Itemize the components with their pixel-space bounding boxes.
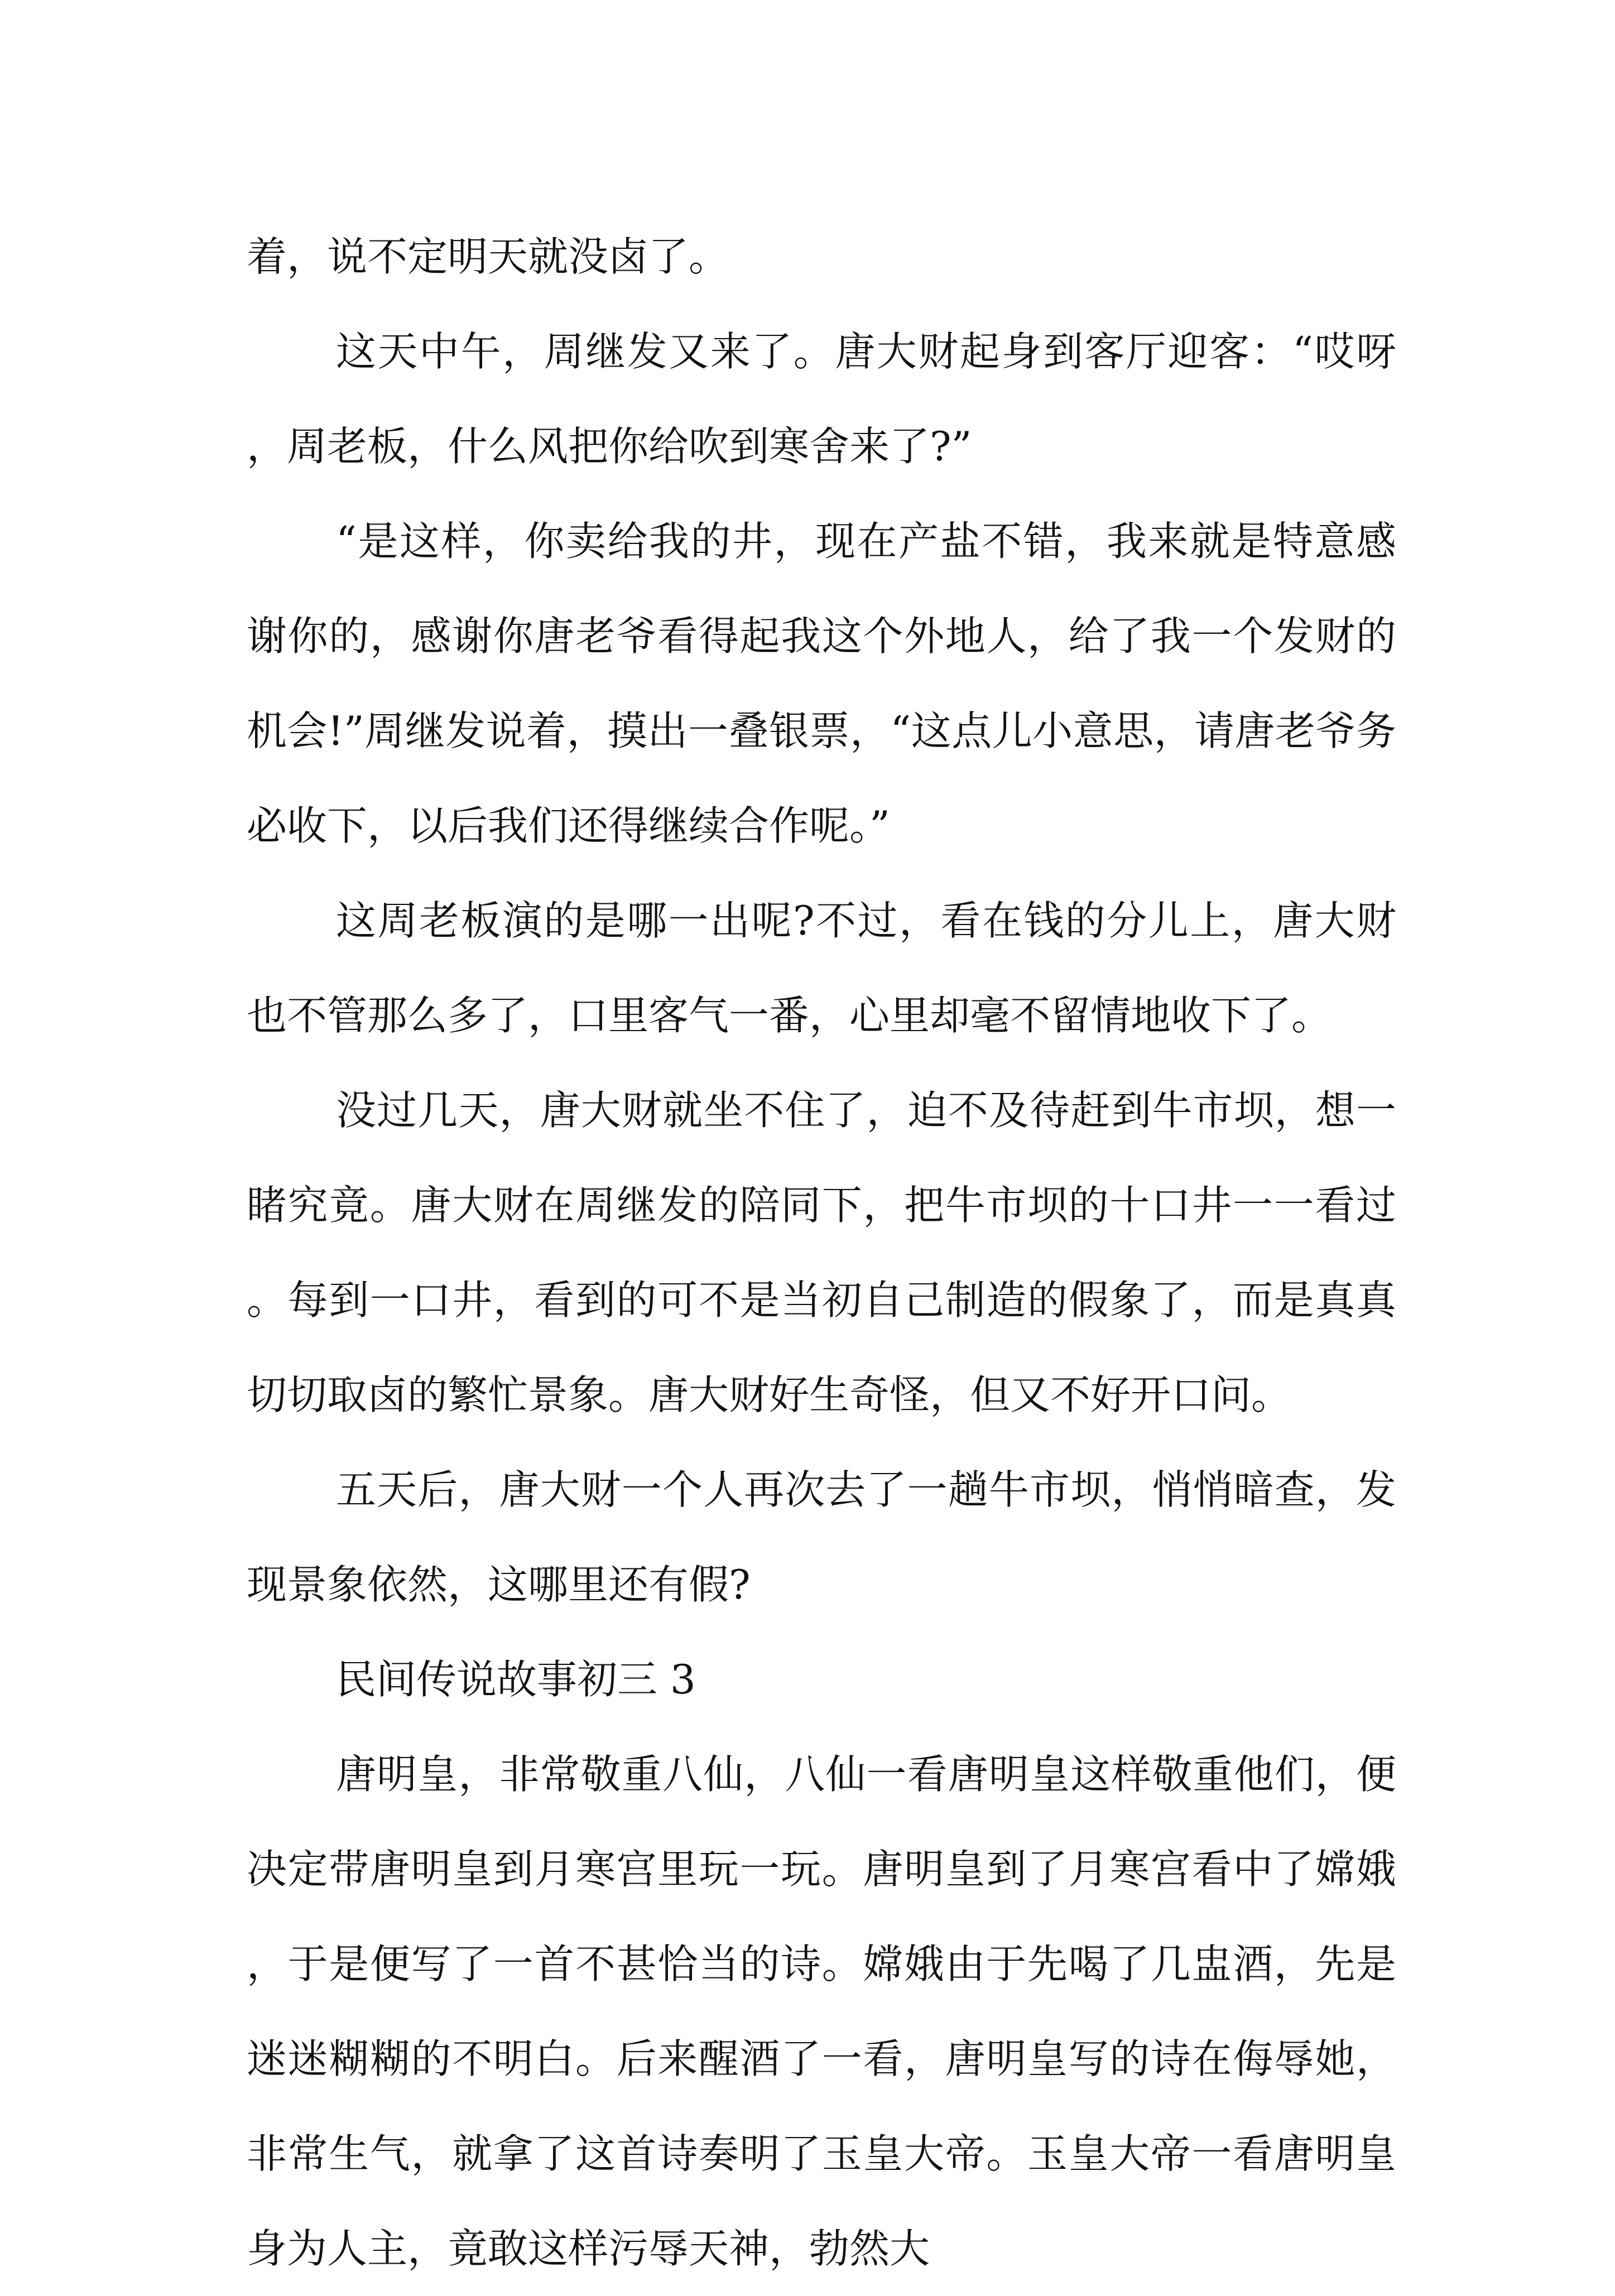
paragraph: 这天中午，周继发又来了。唐大财起身到客厅迎客：“哎呀，周老板，什么风把你给吹到寒舍来了?” xyxy=(247,328,1396,470)
paragraph: “是这样，你卖给我的井，现在产盐不错，我来就是特意感谢你的，感谢你唐老爷看得起我这个外地人，给了我一个发财的机会!”周继发说着，摸出一叠银票，“这点儿小意思，请唐老爷务必收下，以后我们还得继续合作呢。” xyxy=(247,518,1396,849)
paragraph-continuation: 着，说不定明天就没卤了。 xyxy=(247,233,729,280)
document-body xyxy=(247,209,1396,2296)
section-heading: 民间传说故事初三 3 xyxy=(336,1656,696,1703)
paragraph: 五天后，唐大财一个人再次去了一趟牛市坝，悄悄暗查，发现景象依然，这哪里还有假? xyxy=(247,1466,1396,1608)
paragraph: 唐明皇，非常敬重八仙，八仙一看唐明皇这样敬重他们，便决定带唐明皇到月寒宫里玩一玩。唐明皇到了月寒宫看中了嫦娥，于是便写了一首不甚恰当的诗。嫦娥由于先喝了几盅酒，先是迷迷糊糊的不明白。后来醒酒了一看，唐明皇写的诗在侮辱她，非常生气，就拿了这首诗奏明了玉皇大帝。玉皇大帝一看唐明皇身为人主，竟敢这样污辱天神，勃然大 xyxy=(247,1751,1396,2272)
paragraph: 没过几天，唐大财就坐不住了，迫不及待赶到牛市坝，想一睹究竟。唐大财在周继发的陪同下，把牛市坝的十口井一一看过。每到一口井，看到的可不是当初自己制造的假象了，而是真真切切取卤的繁忙景象。唐大财好生奇怪，但又不好开口问。 xyxy=(247,1087,1396,1418)
paragraph: 这周老板演的是哪一出呢?不过，看在钱的分儿上，唐大财也不管那么多了，口里客气一番，心里却毫不留情地收下了。 xyxy=(247,897,1396,1039)
